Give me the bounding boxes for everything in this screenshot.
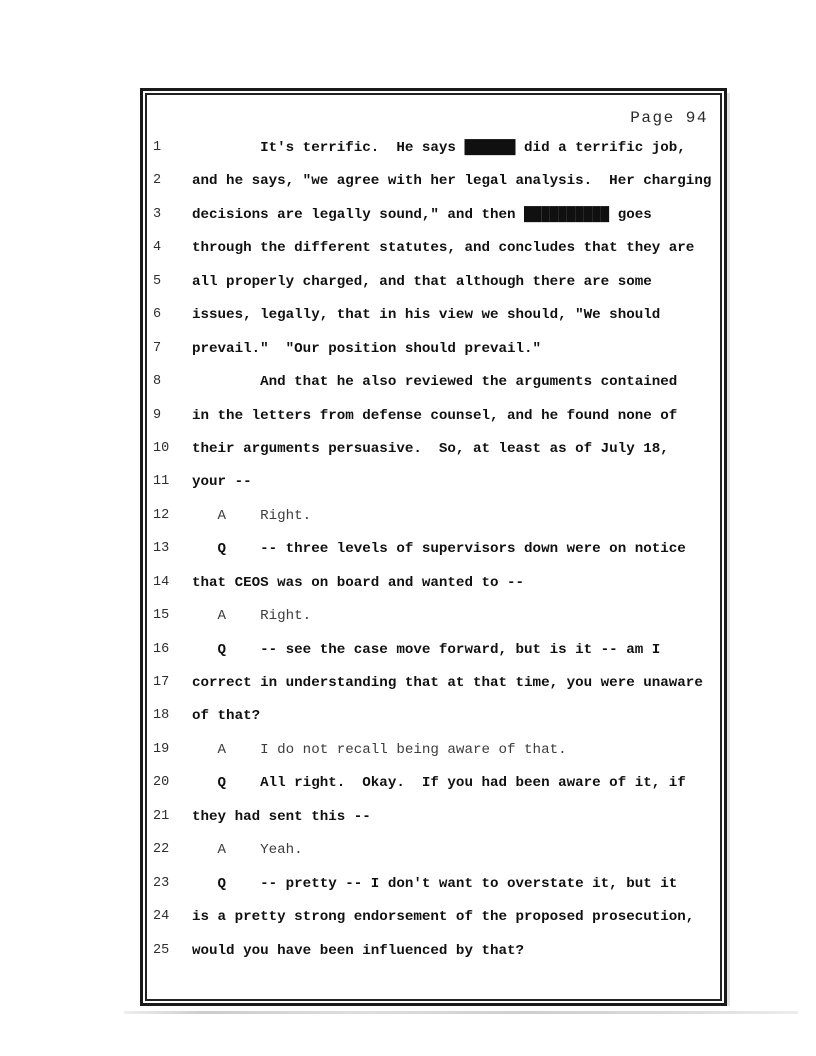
transcript-page-inner-border [145,93,722,1001]
line-text: your -- [192,474,252,491]
line-text: would you have been influenced by that? [192,942,525,959]
line-number: 2 [153,173,162,189]
transcript-line [147,306,720,339]
line-number: 6 [153,307,162,323]
transcript-line [147,473,720,506]
line-number: 18 [153,708,170,724]
line-text: Q -- pretty -- I don't want to overstate it, but it [192,875,678,892]
line-text: A I do not recall being aware of that. [192,741,567,758]
line-number: 7 [153,340,162,356]
transcript-line [147,841,720,874]
transcript-line [147,206,720,239]
line-number: 10 [153,440,170,456]
line-number: 13 [153,541,170,557]
line-number: 17 [153,675,170,690]
line-text: all properly charged, and that although there are some [192,273,652,290]
line-text: and he says, "we agree with her legal analysis. Her charging [192,173,712,190]
transcript-line [147,574,720,607]
line-text: decisions are legally sound," and then ██████████ goes [192,206,652,223]
transcript-line [147,942,720,975]
transcript-line [147,340,720,373]
line-text: prevail." "Our position should prevail." [192,340,542,357]
scan-artifact-bottom-streak [124,1011,798,1014]
line-text: is a pretty strong endorsement of the proposed prosecution, [192,909,695,926]
line-text: A Right. [192,608,312,625]
transcript-line [147,540,720,573]
line-text: that CEOS was on board and wanted to -- [192,574,525,591]
line-number: 19 [153,741,170,757]
line-text: It's terrific. He says ██████ did a terrific job, [192,140,686,156]
line-number: 14 [153,574,170,590]
line-text: A Yeah. [192,842,303,859]
transcript-line [147,808,720,841]
line-number: 3 [153,206,162,222]
line-number: 20 [153,775,170,791]
transcript-line [147,741,720,774]
transcript-lines [147,139,720,975]
transcript-line [147,273,720,306]
transcript-line [147,607,720,640]
transcript-line [147,373,720,406]
line-number: 23 [153,875,170,891]
line-text: Q All right. Okay. If you had been aware of it, if [192,775,686,792]
line-number: 9 [153,407,162,423]
line-text: And that he also reviewed the arguments contained [192,374,678,391]
transcript-line [147,641,720,674]
page-number-header: Page 94 [630,109,708,127]
line-number: 22 [153,842,170,858]
line-number: 5 [153,273,162,289]
line-number: 4 [153,240,162,256]
line-number: 1 [153,140,162,155]
line-text: they had sent this -- [192,808,371,825]
line-text: through the different statutes, and concludes that they are [192,240,695,257]
transcript-line [147,908,720,941]
transcript-line [147,407,720,440]
transcript-line [147,172,720,205]
line-text: issues, legally, that in his view we should, "We should [192,307,661,324]
transcript-line [147,875,720,908]
line-number: 12 [153,507,170,523]
line-text: Q -- three levels of supervisors down were on notice [192,541,686,558]
line-number: 25 [153,942,170,958]
line-number: 16 [153,641,170,657]
transcript-line [147,774,720,807]
transcript-line [147,239,720,272]
line-number: 8 [153,374,162,390]
line-number: 15 [153,608,170,624]
transcript-line [147,507,720,540]
line-text: Q -- see the case move forward, but is it -- am I [192,641,661,658]
line-number: 24 [153,909,170,925]
line-number: 11 [153,474,170,490]
transcript-line [147,674,720,707]
transcript-page-frame [140,88,727,1006]
transcript-line [147,139,720,172]
line-text: A Right. [192,507,312,524]
line-text: their arguments persuasive. So, at least as of July 18, [192,440,669,457]
line-number: 21 [153,808,170,824]
transcript-line [147,440,720,473]
scan-artifact-right-edge [727,93,730,1006]
line-text: of that? [192,708,261,725]
line-text: correct in understanding that at that time, you were unaware [192,675,703,691]
line-text: in the letters from defense counsel, and he found none of [192,407,678,424]
transcript-line [147,707,720,740]
